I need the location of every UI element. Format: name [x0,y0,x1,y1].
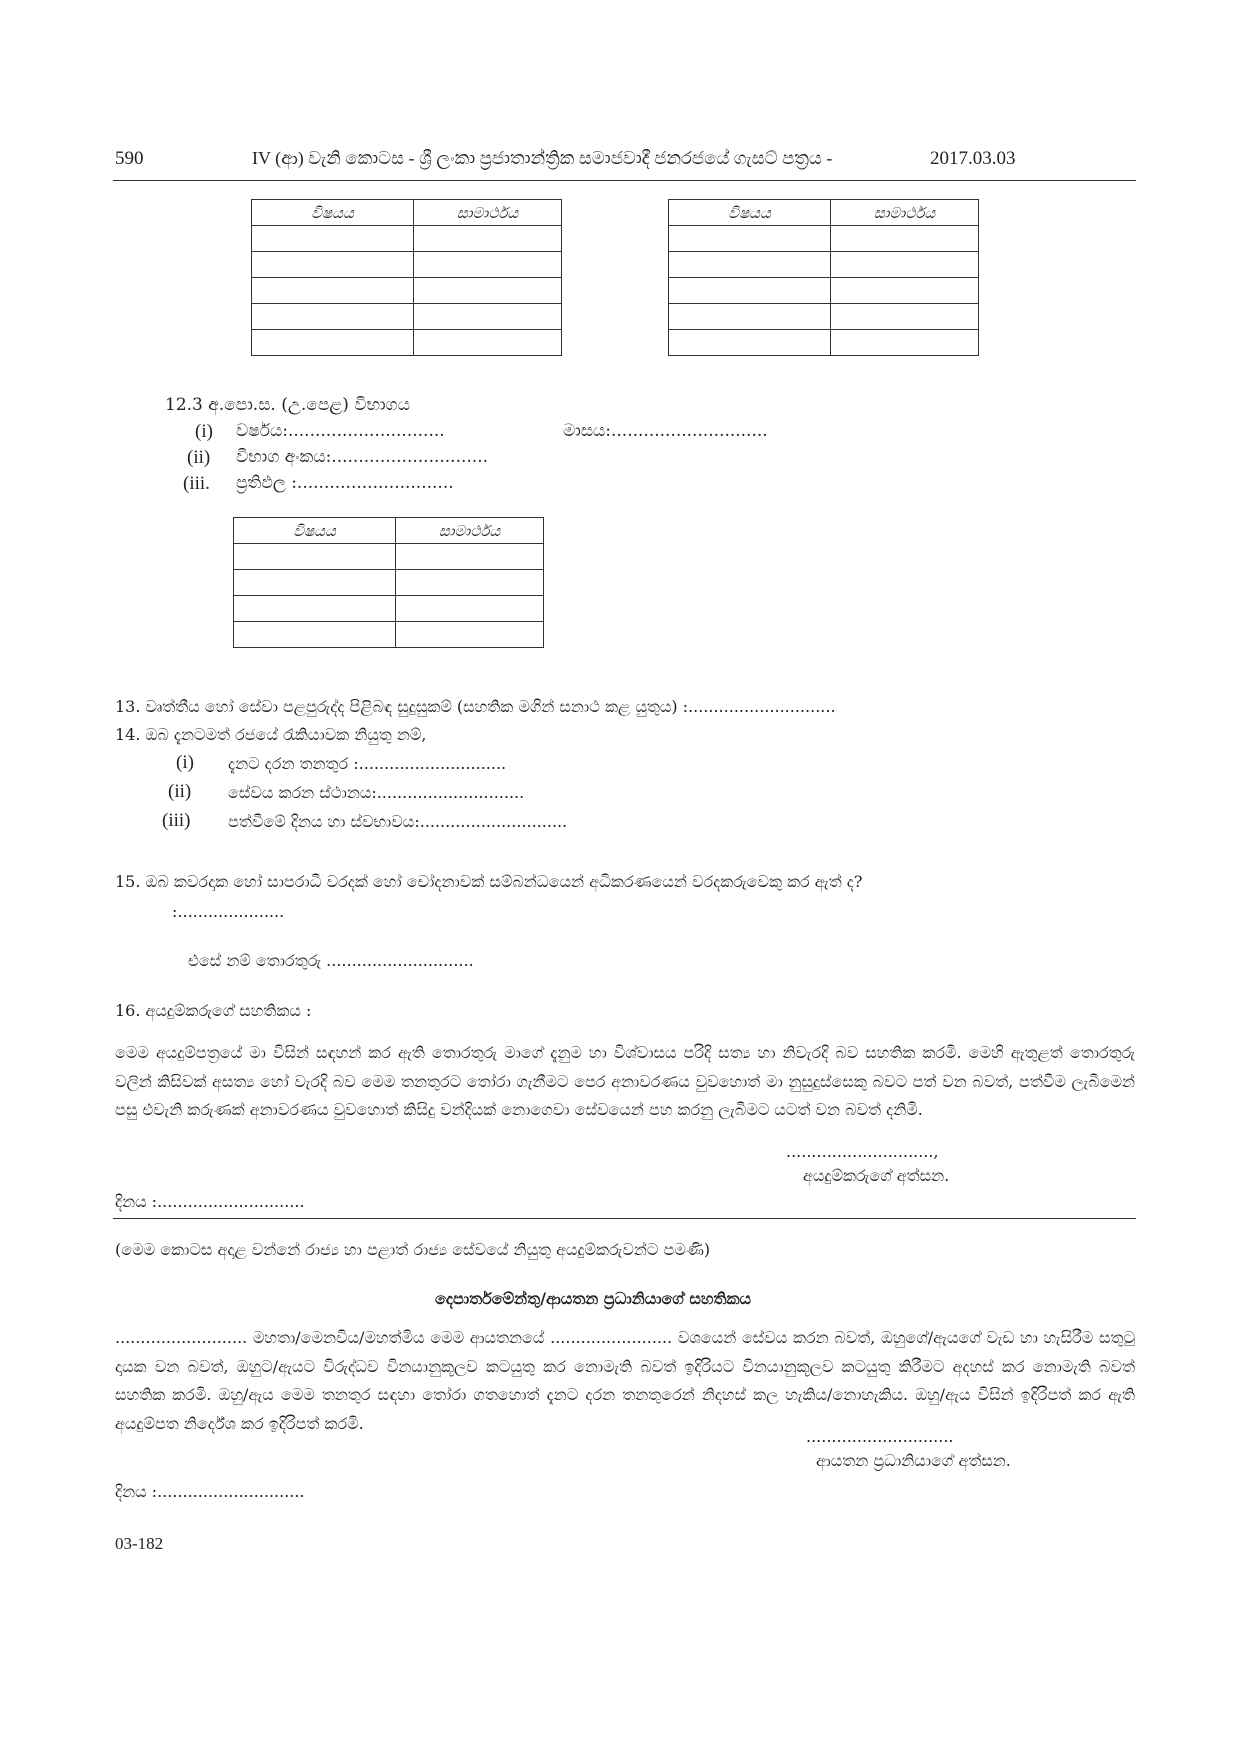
col-grade: සාමාර්ථය [396,518,544,544]
section-13-qualifications[interactable]: 13. වෘත්තීය හෝ සේවා පළපුරුද්ද පිළිබඳ සුදුසුකම් (සහතික මගින් සනාථ කළ යුතුය) :............................. [115,697,836,716]
table-row [234,596,544,622]
footer-code: 03-182 [115,1534,164,1553]
applicant-declaration: මෙම අයදුම්පත්‍රයේ මා විසින් සඳහන් කර ඇති තොරතුරු මාගේ දැනුම හා විශ්වාසය පරිදි සත්‍ය හා නිවැරදි බව සහතික කරමි. මෙහි ඇතුළත් තොරතුරු වලින් කිසිවක් අසත්‍ය හෝ වැරදි බව මෙම තනතුරට තෝරා ගැනීමට පෙර අනාවරණය වුවහොත් මා නුසුදුස්සෙකු බවට පත් වන බවත්, පත්වීම ලැබීමෙන් පසු එවැනි කරුණක් අනාවරණය වුවහොත් කිසිදු වන්දියක් නොගෙවා සේවයෙන් පහ කරනු ලැබීමට යටත් වන බවත් දනිමි. [115,1043,1135,1119]
table-row [252,304,562,330]
section-12-3-heading: 12.3 අ.පො.ස. (උ.පෙළ) විභාගය [165,395,410,415]
table-row [669,278,979,304]
dept-date-field[interactable]: දිනය :............................. [115,1482,305,1501]
applicant-signature-line[interactable]: ............................., [786,1142,939,1161]
table-row [669,252,979,278]
grade-table-left [251,199,562,356]
year-field[interactable]: වර්ෂය:............................. [236,421,445,441]
grade-table-right [668,199,979,356]
page-number: 590 [115,148,144,169]
col-subject: විෂයය [252,200,414,226]
header-rule [113,180,1136,181]
conviction-details-field[interactable]: එසේ නම් තොරතුරු ............................. [188,951,474,970]
current-post-field[interactable]: දැනට දරන තනතුර :............................. [228,754,507,773]
item-i-number: (i) [195,421,213,442]
dept-signature-line[interactable]: ............................. [806,1427,954,1446]
table-row [234,544,544,570]
item-i-number: (i) [176,752,194,773]
item-ii-number: (ii) [168,781,192,802]
grade-table-al [233,517,544,648]
section-15-question: 15. ඔබ කවරදාක හෝ සාපරාධී වරදක් හෝ චෝදනාවක් සම්බන්ධයෙන් අධිකරණයෙන් වරදකරුවෙකු කර ඇත් ද? [115,872,863,891]
dept-section-note: (මෙම කොටස අදාළ වන්නේ රාජ්‍ය හා පළාත් රාජ්‍ය සේවයේ නියුතු අයදුම්කරුවන්ට පමණි) [115,1240,711,1259]
results-field[interactable]: ප්‍රතිඵල :............................. [236,473,454,493]
item-iii-number: (iii. [183,473,210,494]
section-16-heading: 16. අයදුම්කරුගේ සහතිකය : [115,1001,312,1020]
dept-certificate-body: .......................... මහතා/මෙනවිය/මහත්මිය මෙම ආයතනයේ ........................ වශයෙන් සේවය කරන බවත්, ඔහුගේ/ඇයගේ වැඩ හා හැසිරීම සතුටු දායක වන බවත්, ඔහුට/ඇයට විරුද්ධව විනයානුකූලව කටයුතු කර නොමැති බවත් ඉදිරියට විනයානුකූලව කටයුතු කිරීමට අදහස් කර නොමැති බවත් සහතික කරමි. ඔහු/ඇය මෙම තනතුර සඳහා තෝරා ගතහොත් දැනට දරන තනතුරෙන් නිදහස් කල හැකිය/නොහැකිය. ඔහු/ඇය විසින් ඉදිරිපත් කර ඇති අයදුම්පත නිර්දේශ කර ඉදිරිපත් කරමි. [115,1328,1135,1433]
table-row [669,226,979,252]
col-subject: විෂයය [669,200,831,226]
appointment-date-field[interactable]: පත්වීමේ දිනය හා ස්වභාවය:............................. [228,812,568,831]
gazette-date: 2017.03.03 [930,148,1016,169]
col-grade: සාමාර්ථය [414,200,562,226]
item-iii-number: (iii) [162,810,191,831]
item-ii-number: (ii) [187,447,211,468]
gazette-title: IV (ආ) වැනි කොටස - ශ්‍රී ලංකා ප්‍රජාතාන්ත්‍රික සමාජවාදී ජනරජයේ ගැසට් පත්‍රය - [252,148,833,168]
table-row [252,226,562,252]
section-14-heading: 14. ඔබ දැනටමත් රජයේ රැකියාවක නියුතු නම්, [115,725,427,744]
table-row [234,622,544,648]
applicant-signature-label: අයදුම්කරුගේ අත්සන. [803,1166,950,1185]
dept-certificate-title: දෙපාර්තමේන්තු/ආයතන ප්‍රධානියාගේ සහතිකය [435,1289,751,1308]
applicant-date-field[interactable]: දිනය :............................. [115,1192,305,1211]
table-row [252,252,562,278]
table-row [252,278,562,304]
exam-number-field[interactable]: විභාග අංකය:............................. [236,447,489,467]
month-field[interactable]: මාසය:............................. [563,421,768,441]
table-row [669,330,979,356]
table-row [669,304,979,330]
section-divider [113,1218,1136,1219]
table-row [234,570,544,596]
table-row [252,330,562,356]
col-grade: සාමාර්ථය [831,200,979,226]
dept-signature-label: ආයතන ප්‍රධානියාගේ අත්සන. [816,1451,1011,1470]
conviction-answer-field[interactable]: :..................... [172,902,285,921]
workplace-field[interactable]: සේවය කරන ස්ථානය:............................. [228,783,525,802]
col-subject: විෂයය [234,518,396,544]
